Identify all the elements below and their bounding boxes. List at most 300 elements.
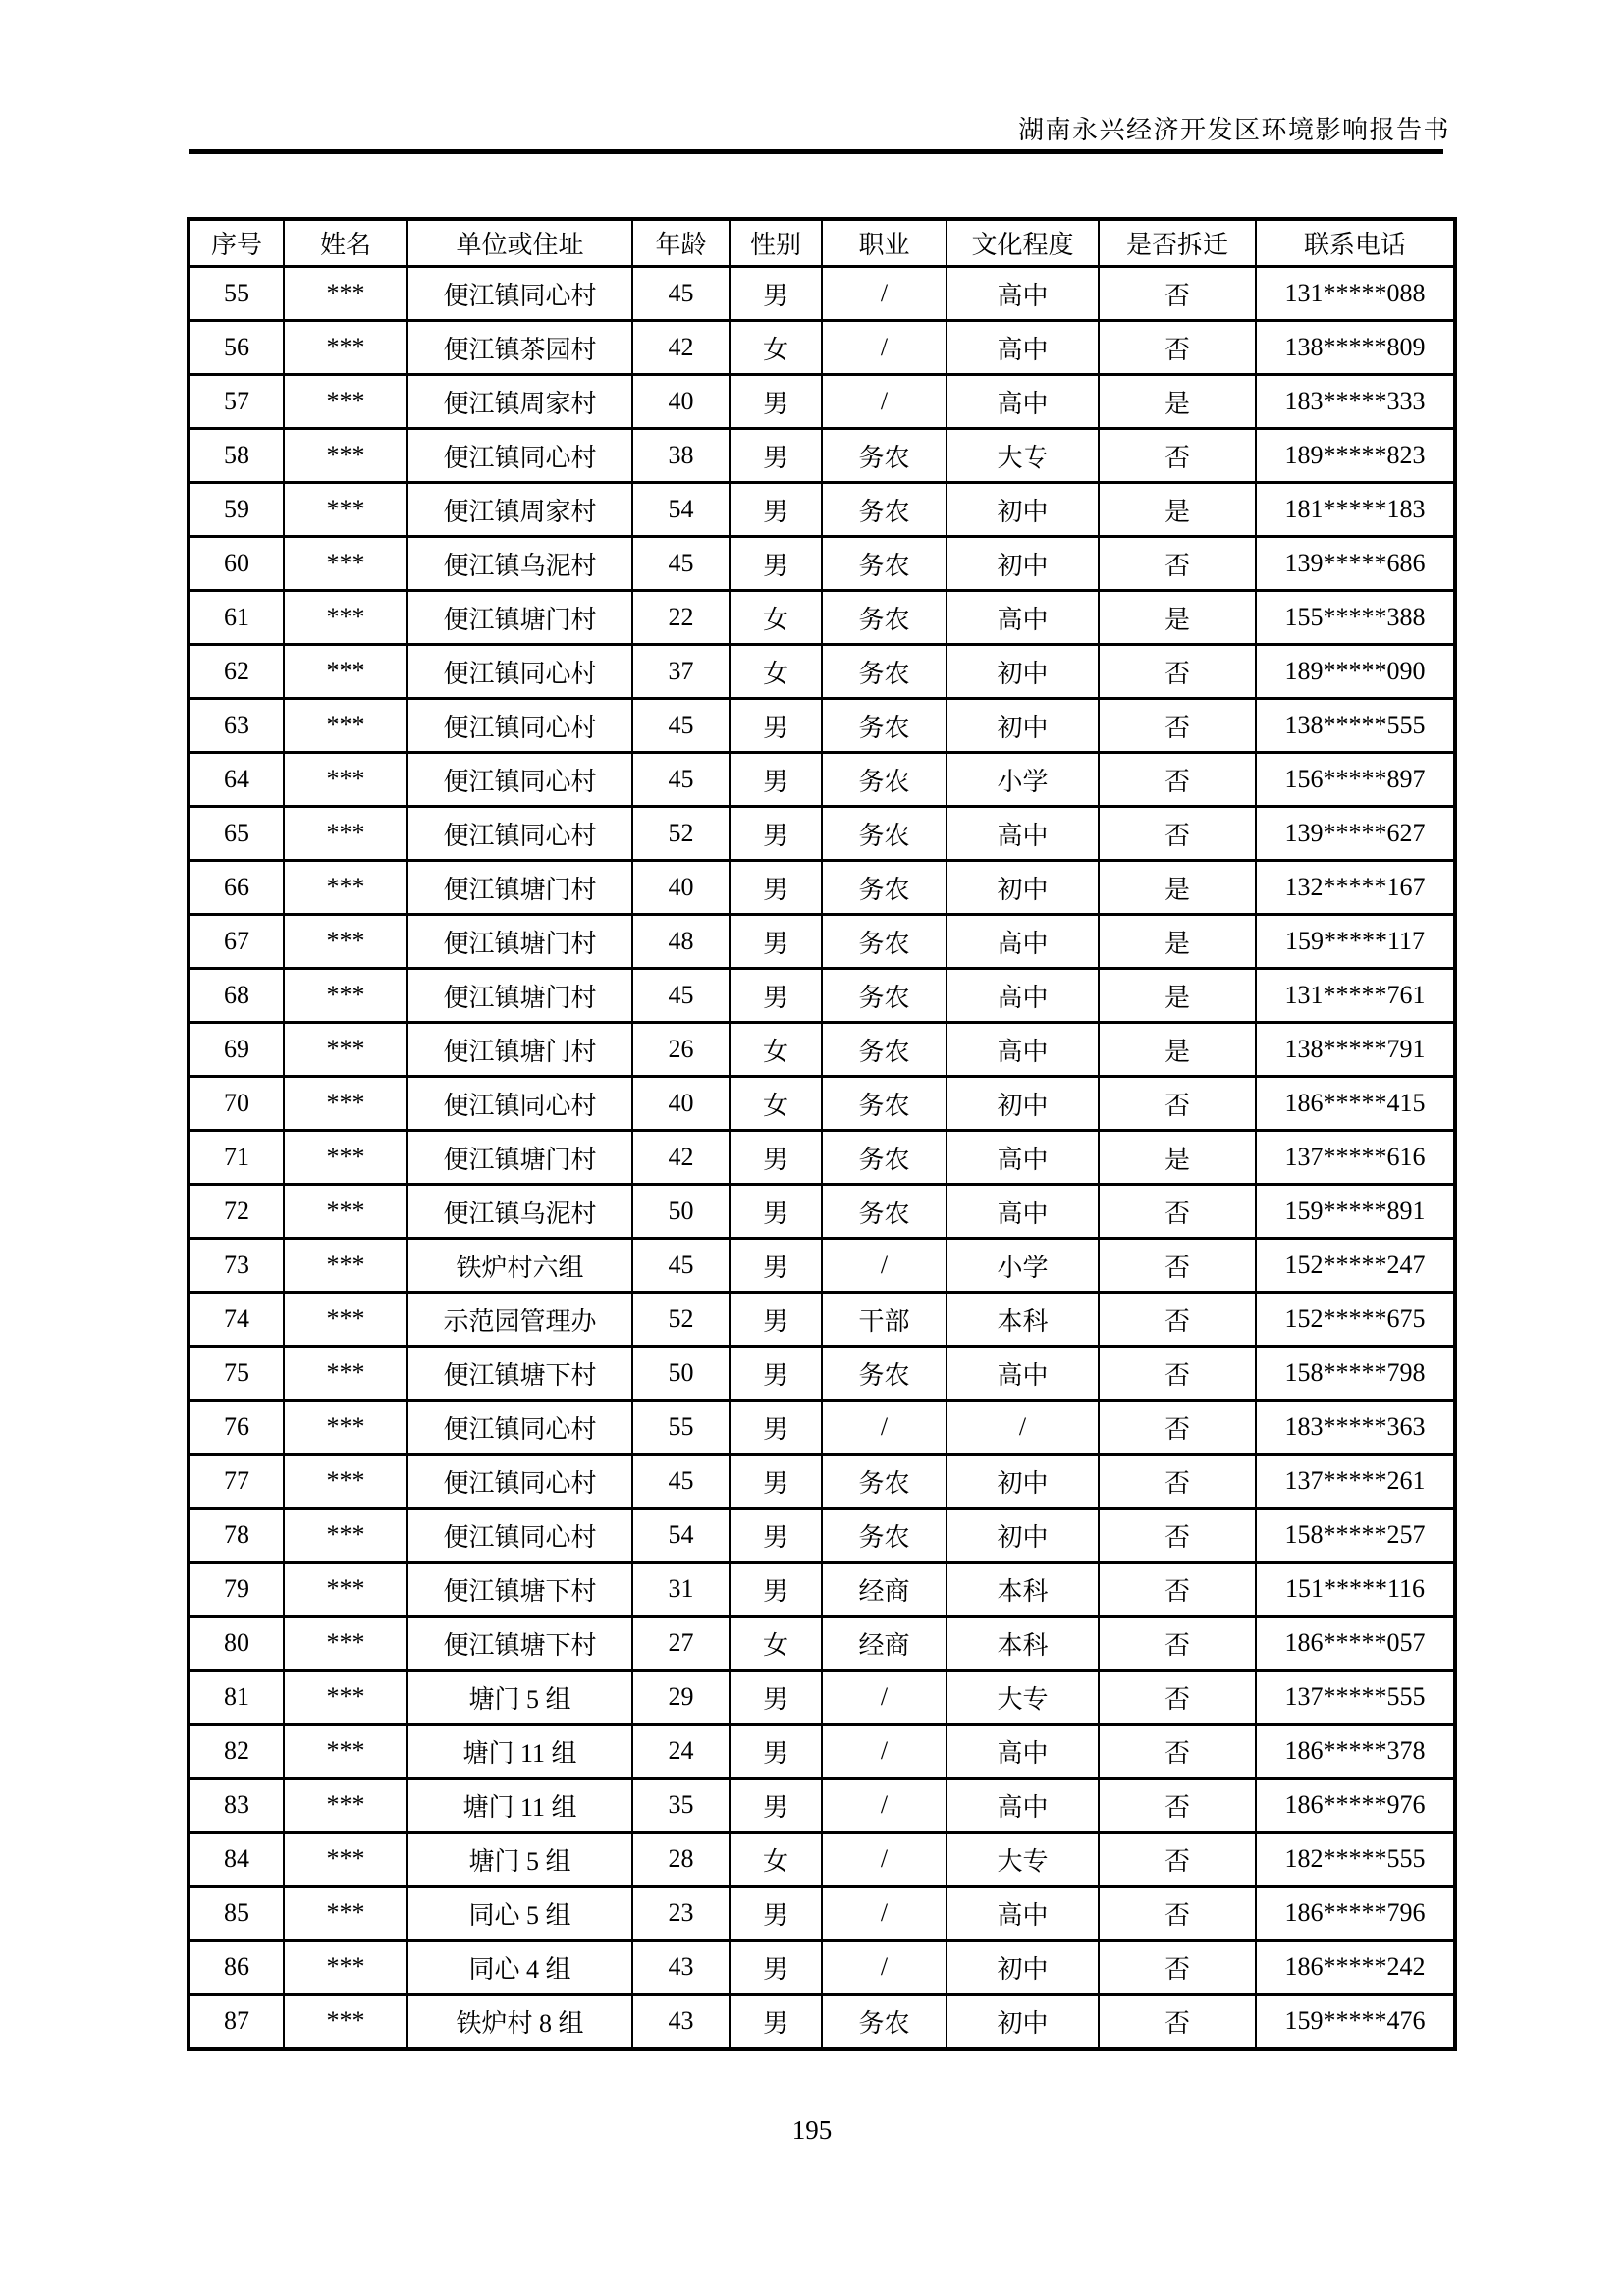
cell-education: 小学 (947, 1239, 1099, 1293)
cell-name: *** (284, 1995, 407, 2050)
cell-index: 76 (189, 1401, 284, 1455)
cell-education: 高中 (947, 1779, 1099, 1833)
cell-address: 塘门 5 组 (407, 1833, 632, 1887)
cell-gender: 男 (730, 1509, 822, 1563)
cell-phone: 186*****242 (1256, 1941, 1455, 1995)
cell-occupation: / (822, 1887, 947, 1941)
cell-occupation: 干部 (822, 1293, 947, 1347)
cell-gender: 男 (730, 483, 822, 537)
table-row (189, 537, 1455, 591)
cell-gender: 男 (730, 267, 822, 321)
table-body (189, 267, 1455, 2050)
cell-education: 小学 (947, 753, 1099, 807)
col-header-name: 姓名 (284, 219, 407, 267)
cell-relocation: 否 (1099, 1347, 1256, 1401)
cell-phone: 138*****809 (1256, 321, 1455, 375)
cell-index: 83 (189, 1779, 284, 1833)
table-row (189, 1671, 1455, 1725)
cell-education: 初中 (947, 1455, 1099, 1509)
cell-occupation: / (822, 1941, 947, 1995)
cell-name: *** (284, 699, 407, 753)
table-row (189, 591, 1455, 645)
cell-address: 塘门 11 组 (407, 1725, 632, 1779)
cell-relocation: 是 (1099, 591, 1256, 645)
cell-index: 56 (189, 321, 284, 375)
cell-relocation: 是 (1099, 969, 1256, 1023)
cell-age: 24 (632, 1725, 730, 1779)
cell-education: 初中 (947, 483, 1099, 537)
cell-education: 高中 (947, 1725, 1099, 1779)
cell-address: 便江镇同心村 (407, 267, 632, 321)
cell-index: 85 (189, 1887, 284, 1941)
cell-phone: 139*****686 (1256, 537, 1455, 591)
cell-gender: 男 (730, 1185, 822, 1239)
col-header-index: 序号 (189, 219, 284, 267)
cell-education: 初中 (947, 645, 1099, 699)
cell-education: 本科 (947, 1617, 1099, 1671)
cell-address: 便江镇塘下村 (407, 1347, 632, 1401)
table-row (189, 1833, 1455, 1887)
col-header-address: 单位或住址 (407, 219, 632, 267)
table-row (189, 969, 1455, 1023)
cell-relocation: 否 (1099, 1995, 1256, 2050)
cell-occupation: 经商 (822, 1563, 947, 1617)
page-footer (0, 2115, 1624, 2146)
cell-relocation: 否 (1099, 1077, 1256, 1131)
cell-phone: 132*****167 (1256, 861, 1455, 915)
cell-occupation: / (822, 1833, 947, 1887)
cell-address: 便江镇乌泥村 (407, 1185, 632, 1239)
cell-age: 54 (632, 483, 730, 537)
cell-education: 初中 (947, 861, 1099, 915)
cell-index: 77 (189, 1455, 284, 1509)
cell-address: 便江镇塘门村 (407, 861, 632, 915)
cell-address: 同心 4 组 (407, 1941, 632, 1995)
cell-relocation: 否 (1099, 1185, 1256, 1239)
cell-occupation: 务农 (822, 1185, 947, 1239)
cell-gender: 男 (730, 1563, 822, 1617)
cell-phone: 181*****183 (1256, 483, 1455, 537)
cell-gender: 男 (730, 1779, 822, 1833)
cell-relocation: 否 (1099, 1617, 1256, 1671)
cell-name: *** (284, 645, 407, 699)
cell-phone: 183*****363 (1256, 1401, 1455, 1455)
cell-gender: 女 (730, 591, 822, 645)
cell-relocation: 否 (1099, 429, 1256, 483)
cell-occupation: 务农 (822, 1455, 947, 1509)
cell-education: 高中 (947, 267, 1099, 321)
cell-age: 48 (632, 915, 730, 969)
table-row (189, 1617, 1455, 1671)
cell-age: 52 (632, 1293, 730, 1347)
cell-name: *** (284, 1887, 407, 1941)
cell-index: 62 (189, 645, 284, 699)
cell-relocation: 否 (1099, 699, 1256, 753)
table-row (189, 861, 1455, 915)
cell-occupation: 务农 (822, 1509, 947, 1563)
cell-phone: 159*****891 (1256, 1185, 1455, 1239)
cell-address: 便江镇塘门村 (407, 969, 632, 1023)
cell-age: 29 (632, 1671, 730, 1725)
cell-index: 65 (189, 807, 284, 861)
cell-phone: 152*****247 (1256, 1239, 1455, 1293)
cell-index: 78 (189, 1509, 284, 1563)
cell-index: 60 (189, 537, 284, 591)
cell-education: 高中 (947, 1185, 1099, 1239)
cell-index: 80 (189, 1617, 284, 1671)
cell-index: 81 (189, 1671, 284, 1725)
cell-address: 便江镇同心村 (407, 1401, 632, 1455)
cell-education: 高中 (947, 1887, 1099, 1941)
cell-index: 74 (189, 1293, 284, 1347)
cell-name: *** (284, 1833, 407, 1887)
cell-occupation: 务农 (822, 915, 947, 969)
table-row (189, 1941, 1455, 1995)
cell-phone: 186*****976 (1256, 1779, 1455, 1833)
cell-relocation: 否 (1099, 1779, 1256, 1833)
cell-address: 便江镇塘下村 (407, 1617, 632, 1671)
cell-index: 64 (189, 753, 284, 807)
col-header-age: 年龄 (632, 219, 730, 267)
cell-education: 大专 (947, 1671, 1099, 1725)
cell-occupation: / (822, 1239, 947, 1293)
cell-gender: 男 (730, 1347, 822, 1401)
cell-gender: 男 (730, 1131, 822, 1185)
cell-gender: 男 (730, 915, 822, 969)
cell-education: / (947, 1401, 1099, 1455)
cell-education: 初中 (947, 537, 1099, 591)
table-row (189, 1023, 1455, 1077)
cell-education: 高中 (947, 591, 1099, 645)
cell-education: 高中 (947, 1023, 1099, 1077)
cell-name: *** (284, 537, 407, 591)
cell-gender: 女 (730, 1617, 822, 1671)
cell-age: 45 (632, 969, 730, 1023)
cell-gender: 男 (730, 375, 822, 429)
cell-address: 便江镇塘门村 (407, 591, 632, 645)
cell-name: *** (284, 1239, 407, 1293)
cell-relocation: 否 (1099, 1563, 1256, 1617)
cell-phone: 158*****798 (1256, 1347, 1455, 1401)
table-row (189, 1131, 1455, 1185)
cell-education: 初中 (947, 1995, 1099, 2050)
cell-index: 72 (189, 1185, 284, 1239)
cell-education: 初中 (947, 1941, 1099, 1995)
cell-age: 45 (632, 753, 730, 807)
cell-occupation: 务农 (822, 1995, 947, 2050)
cell-occupation: 务农 (822, 969, 947, 1023)
cell-education: 本科 (947, 1563, 1099, 1617)
cell-address: 便江镇同心村 (407, 699, 632, 753)
cell-index: 66 (189, 861, 284, 915)
cell-occupation: 务农 (822, 753, 947, 807)
cell-age: 38 (632, 429, 730, 483)
table-header-row (189, 219, 1455, 267)
cell-age: 40 (632, 375, 730, 429)
cell-relocation: 是 (1099, 861, 1256, 915)
cell-index: 75 (189, 1347, 284, 1401)
cell-phone: 152*****675 (1256, 1293, 1455, 1347)
cell-address: 便江镇同心村 (407, 807, 632, 861)
cell-relocation: 否 (1099, 807, 1256, 861)
cell-phone: 131*****088 (1256, 267, 1455, 321)
cell-relocation: 否 (1099, 1293, 1256, 1347)
col-header-occupation: 职业 (822, 219, 947, 267)
cell-education: 高中 (947, 375, 1099, 429)
cell-gender: 女 (730, 1077, 822, 1131)
cell-gender: 男 (730, 753, 822, 807)
table-row (189, 321, 1455, 375)
cell-address: 便江镇塘门村 (407, 1023, 632, 1077)
cell-name: *** (284, 1347, 407, 1401)
cell-name: *** (284, 1455, 407, 1509)
cell-phone: 183*****333 (1256, 375, 1455, 429)
cell-gender: 男 (730, 1455, 822, 1509)
cell-relocation: 是 (1099, 1131, 1256, 1185)
cell-address: 便江镇同心村 (407, 1077, 632, 1131)
cell-index: 82 (189, 1725, 284, 1779)
cell-name: *** (284, 375, 407, 429)
cell-age: 42 (632, 1131, 730, 1185)
cell-index: 73 (189, 1239, 284, 1293)
cell-relocation: 否 (1099, 1239, 1256, 1293)
cell-address: 便江镇乌泥村 (407, 537, 632, 591)
cell-address: 便江镇周家村 (407, 483, 632, 537)
cell-occupation: / (822, 1671, 947, 1725)
cell-occupation: 务农 (822, 537, 947, 591)
cell-gender: 男 (730, 429, 822, 483)
cell-gender: 男 (730, 1293, 822, 1347)
table-row (189, 1401, 1455, 1455)
cell-education: 高中 (947, 807, 1099, 861)
header-title: 湖南永兴经济开发区环境影响报告书 (1017, 116, 1450, 144)
table-row (189, 1995, 1455, 2050)
cell-gender: 女 (730, 1833, 822, 1887)
cell-address: 便江镇塘门村 (407, 1131, 632, 1185)
cell-name: *** (284, 1131, 407, 1185)
cell-address: 塘门 5 组 (407, 1671, 632, 1725)
cell-name: *** (284, 1293, 407, 1347)
cell-occupation: 务农 (822, 1077, 947, 1131)
cell-address: 铁炉村 8 组 (407, 1995, 632, 2050)
cell-name: *** (284, 1023, 407, 1077)
cell-gender: 男 (730, 1995, 822, 2050)
cell-index: 87 (189, 1995, 284, 2050)
cell-name: *** (284, 807, 407, 861)
cell-name: *** (284, 321, 407, 375)
cell-occupation: 经商 (822, 1617, 947, 1671)
cell-phone: 182*****555 (1256, 1833, 1455, 1887)
cell-index: 58 (189, 429, 284, 483)
cell-age: 45 (632, 1239, 730, 1293)
cell-index: 69 (189, 1023, 284, 1077)
cell-name: *** (284, 861, 407, 915)
table-row (189, 1725, 1455, 1779)
cell-gender: 男 (730, 969, 822, 1023)
cell-education: 初中 (947, 699, 1099, 753)
table-row (189, 1887, 1455, 1941)
cell-name: *** (284, 591, 407, 645)
table-row (189, 699, 1455, 753)
header-rule (189, 149, 1443, 154)
cell-index: 70 (189, 1077, 284, 1131)
table-row (189, 1347, 1455, 1401)
cell-name: *** (284, 1779, 407, 1833)
cell-occupation: / (822, 375, 947, 429)
page-header (189, 110, 1450, 146)
cell-gender: 男 (730, 1887, 822, 1941)
cell-occupation: 务农 (822, 807, 947, 861)
cell-occupation: 务农 (822, 483, 947, 537)
cell-education: 初中 (947, 1509, 1099, 1563)
cell-education: 初中 (947, 1077, 1099, 1131)
cell-age: 37 (632, 645, 730, 699)
cell-phone: 137*****555 (1256, 1671, 1455, 1725)
cell-age: 45 (632, 267, 730, 321)
cell-relocation: 否 (1099, 1509, 1256, 1563)
cell-age: 31 (632, 1563, 730, 1617)
cell-name: *** (284, 429, 407, 483)
cell-education: 本科 (947, 1293, 1099, 1347)
cell-age: 40 (632, 861, 730, 915)
cell-phone: 137*****616 (1256, 1131, 1455, 1185)
cell-occupation: 务农 (822, 1023, 947, 1077)
cell-phone: 159*****117 (1256, 915, 1455, 969)
cell-education: 高中 (947, 1131, 1099, 1185)
cell-occupation: 务农 (822, 1131, 947, 1185)
cell-phone: 138*****555 (1256, 699, 1455, 753)
cell-index: 57 (189, 375, 284, 429)
table-row (189, 1779, 1455, 1833)
cell-gender: 女 (730, 1023, 822, 1077)
cell-address: 便江镇塘门村 (407, 915, 632, 969)
cell-age: 42 (632, 321, 730, 375)
cell-occupation: 务农 (822, 861, 947, 915)
cell-relocation: 否 (1099, 1725, 1256, 1779)
cell-phone: 186*****415 (1256, 1077, 1455, 1131)
cell-name: *** (284, 1563, 407, 1617)
cell-occupation: / (822, 321, 947, 375)
cell-phone: 159*****476 (1256, 1995, 1455, 2050)
cell-occupation: / (822, 1725, 947, 1779)
cell-gender: 男 (730, 807, 822, 861)
cell-address: 便江镇同心村 (407, 429, 632, 483)
cell-age: 27 (632, 1617, 730, 1671)
cell-age: 52 (632, 807, 730, 861)
cell-gender: 男 (730, 699, 822, 753)
cell-index: 86 (189, 1941, 284, 1995)
cell-index: 79 (189, 1563, 284, 1617)
cell-age: 45 (632, 537, 730, 591)
cell-phone: 137*****261 (1256, 1455, 1455, 1509)
cell-name: *** (284, 753, 407, 807)
cell-relocation: 否 (1099, 1401, 1256, 1455)
cell-occupation: 务农 (822, 645, 947, 699)
cell-education: 高中 (947, 321, 1099, 375)
cell-age: 55 (632, 1401, 730, 1455)
cell-age: 50 (632, 1185, 730, 1239)
page-number: 195 (791, 2115, 833, 2145)
col-header-relocation: 是否拆迁 (1099, 219, 1256, 267)
cell-gender: 男 (730, 537, 822, 591)
cell-relocation: 否 (1099, 537, 1256, 591)
cell-relocation: 是 (1099, 375, 1256, 429)
cell-index: 67 (189, 915, 284, 969)
table-row (189, 753, 1455, 807)
cell-age: 28 (632, 1833, 730, 1887)
cell-occupation: 务农 (822, 429, 947, 483)
cell-age: 45 (632, 1455, 730, 1509)
table-row (189, 915, 1455, 969)
cell-phone: 189*****090 (1256, 645, 1455, 699)
cell-relocation: 是 (1099, 483, 1256, 537)
table-row (189, 1509, 1455, 1563)
table-row (189, 1455, 1455, 1509)
cell-phone: 131*****761 (1256, 969, 1455, 1023)
cell-gender: 男 (730, 1671, 822, 1725)
table-row (189, 267, 1455, 321)
cell-education: 大专 (947, 1833, 1099, 1887)
cell-phone: 155*****388 (1256, 591, 1455, 645)
cell-name: *** (284, 267, 407, 321)
table-row (189, 1185, 1455, 1239)
col-header-phone: 联系电话 (1256, 219, 1455, 267)
cell-relocation: 否 (1099, 1455, 1256, 1509)
cell-gender: 女 (730, 645, 822, 699)
table-row (189, 1239, 1455, 1293)
cell-name: *** (284, 1401, 407, 1455)
cell-relocation: 是 (1099, 915, 1256, 969)
cell-address: 同心 5 组 (407, 1887, 632, 1941)
cell-index: 71 (189, 1131, 284, 1185)
cell-phone: 186*****057 (1256, 1617, 1455, 1671)
cell-age: 22 (632, 591, 730, 645)
cell-occupation: 务农 (822, 1347, 947, 1401)
cell-age: 40 (632, 1077, 730, 1131)
cell-address: 便江镇塘下村 (407, 1563, 632, 1617)
cell-phone: 158*****257 (1256, 1509, 1455, 1563)
table-row (189, 807, 1455, 861)
cell-name: *** (284, 915, 407, 969)
cell-address: 便江镇同心村 (407, 1509, 632, 1563)
cell-age: 50 (632, 1347, 730, 1401)
cell-age: 35 (632, 1779, 730, 1833)
cell-index: 84 (189, 1833, 284, 1887)
cell-occupation: / (822, 1401, 947, 1455)
cell-gender: 女 (730, 321, 822, 375)
cell-index: 61 (189, 591, 284, 645)
cell-address: 铁炉村六组 (407, 1239, 632, 1293)
cell-occupation: / (822, 267, 947, 321)
cell-index: 63 (189, 699, 284, 753)
cell-relocation: 否 (1099, 1833, 1256, 1887)
cell-age: 23 (632, 1887, 730, 1941)
cell-address: 便江镇同心村 (407, 645, 632, 699)
col-header-gender: 性别 (730, 219, 822, 267)
cell-phone: 139*****627 (1256, 807, 1455, 861)
cell-phone: 138*****791 (1256, 1023, 1455, 1077)
table-row (189, 1293, 1455, 1347)
table-row (189, 1077, 1455, 1131)
cell-relocation: 否 (1099, 1941, 1256, 1995)
cell-gender: 男 (730, 1725, 822, 1779)
cell-phone: 186*****796 (1256, 1887, 1455, 1941)
table-row (189, 483, 1455, 537)
cell-relocation: 否 (1099, 1671, 1256, 1725)
cell-age: 26 (632, 1023, 730, 1077)
cell-relocation: 否 (1099, 753, 1256, 807)
cell-gender: 男 (730, 861, 822, 915)
